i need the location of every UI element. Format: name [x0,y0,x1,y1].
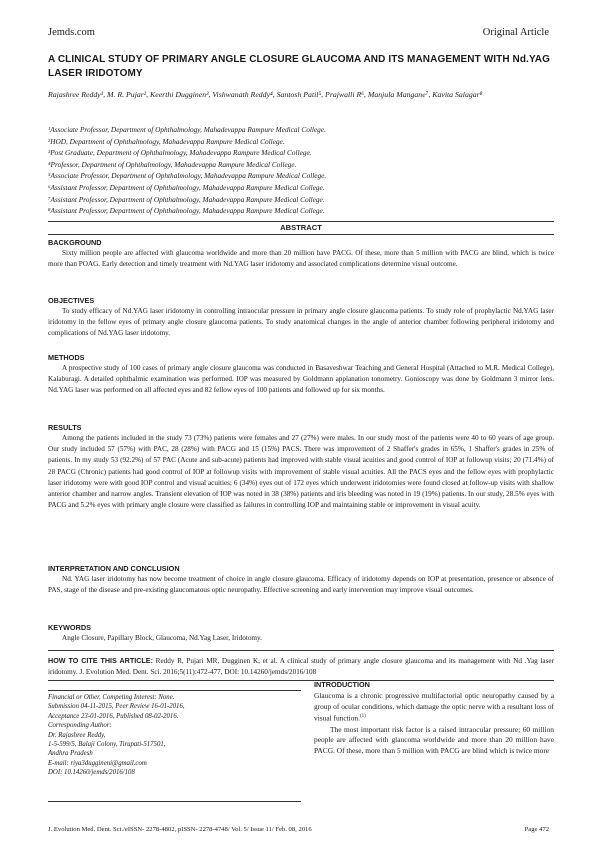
results-heading: RESULTS [48,423,82,432]
how-to-cite [48,650,554,681]
page-number: Page 472 [524,826,549,833]
corresponding-author-state: Andhra Pradesh [48,750,93,758]
affiliation-list [48,124,553,217]
journal-site: Jemds.com [48,27,95,38]
affiliation-item: ¹Associate Professor, Department of Ophthalmology, Mahadevappa Rampure Medical College. [48,125,326,134]
interpretation-heading: INTERPRETATION AND CONCLUSION [48,564,180,573]
submission-dates: Submission 04-11-2015, Peer Review 16-01-2016, [48,703,185,711]
interpretation-section [48,564,554,596]
objectives-heading: OBJECTIVES [48,296,95,305]
affiliation-item: ²HOD, Department of Ophthalmology, Mahadevappa Rampure Medical College. [48,136,285,146]
how-to-cite-label: HOW TO CITE THIS ARTICLE: [48,656,153,665]
article-title: A CLINICAL STUDY OF PRIMARY ANGLE CLOSURE GLAUCOMA AND ITS MANAGEMENT WITH Nd.YAG LASER IRIDOTOMY [48,54,550,79]
methods-text: A prospective study of 100 cases of primary angle closure glaucoma was conducted in Basaveshwar Teaching and General Hospital (Attached to M.R. Medical College), Kalaburagi. A detailed ophthalmic examination was performed. IOP was measured by Goldmann applanation tonometry. Gonioscopy was done by Goldmann 3 mirror lens. Nd.YAG laser was performed on all affected eyes and 82 fellow eyes of 100 patients and followed up for six months. [48,364,554,395]
methods-section [48,353,554,397]
results-section [48,423,554,511]
objectives-section [48,296,554,340]
footer-citation: J. Evolution Med. Dent. Sci./eISSN- 2278-4802, pISSN- 2278-4748/ Vol. 5/ Issue 11/ Feb. 08, 2016 [48,826,312,833]
corresponding-author-name: Dr. Rajashree Reddy, [48,731,106,739]
keywords-section [48,623,554,644]
introduction-paragraph-2: The most important risk factor is a raised intraocular pressure; 60 million people are affected with glaucoma worldwide and more than 20 million have PACG. Of these, more than 5 million with PACG are blind which is twice more [314,724,554,755]
results-text: Among the patients included in the study 73 (73%) patients were females and 27 (27%) were males. In our study most of the patients were 40 to 60 years of age group. Our study included 57 (57%) with PAC, 28 (28%) with PACG and 15 (15%) PACS. There was improvement of 2 Shaffer's grades in 65%, 1 Shaffer's grades in 25% of patients. In my study 53 (92.2%) of 57 PAC (Acute and sub-acute) patients had improved with stable visual acuities and good control of IOP at followup visits; 20 (71.4%) of 28 PACG (Chronic) patients had good control of IOP at followup visits with improvement of stable visual acuities. All the PACS eyes and the fellow eyes with prophylactic laser iridotomy were with good IOP control and visual acuities; 6 (34%) eyes out of 172 eyes which underwent iridotomies were found closed at follow-up visits with shallow anterior chamber and narrow angles. Transient elevation of IOP was noted in 38 (38%) patients and iris bleeding was noted in 19 (19%) patients. In our study, 28.5% eyes with PACG and 5.2% eyes with primary angle closure were classified as failures in controlling IOP and maintaining stable or improvement in visual acuity. [48,434,554,510]
abstract-heading: ABSTRACT [280,223,322,232]
background-section [48,238,554,270]
affiliation-item: ⁴Professor, Department of Ophthalmology, Mahadevappa Rampure Medical College. [48,159,297,169]
article-type: Original Article [482,27,549,38]
how-to-cite-text: Reddy R, Pujari MR, Dugginen K, et al. A clinical study of primary angle closure glaucoma and its management with Nd .Yag laser iridotomy. J. Evolution Med. Dent. Sci. 2016;5(11):472-477, DOI: 10.14260/jemds/2016/108 [48,657,554,676]
introduction-section [314,680,554,757]
introduction-text: Glaucoma is a chronic progressive multifactorial optic neuropathy caused by a group of ocular conditions, which damage the optic nerve with a resultant loss of visual function. [314,691,554,723]
affiliation-item: ³Post Graduate, Department of Ophthalmology, Mahadevappa Rampure Medical College. [48,148,312,158]
corresponding-author-email: E-mail: riya3duggineni@gmail.com [48,759,147,767]
affiliation-item: ⁶Assistant Professor, Department of Ophthalmology, Mahadevappa Rampure Medical College. [48,182,325,192]
reference-marker: (1) [359,714,366,720]
corresponding-author-label: Corresponding Author: [48,722,112,730]
background-text: Sixty million people are affected with glaucoma worldwide and more than 20 million have PACG. Of these, more than 5 million with PACG are blind, which is twice more than POAG. Early detection and timely treatment with Nd.YAG laser iridotomy and associated complications determine visual outcome. [48,249,554,269]
methods-heading: METHODS [48,353,85,362]
objectives-text: To study efficacy of Nd.YAG laser iridotomy in controlling intraocular pressure in primary angle closure glaucoma patients. To study role of prophylactic Nd.YAG laser iridotomy in the fellow eyes of primary angle closure glaucoma patients. To study anatomical changes in the angle of anterior chamber following peripheral iridotomy and complications of Nd.YAG laser iridotomy. [48,307,554,338]
acceptance-dates: Acceptance 23-01-2016, Published 08-02-2016. [48,712,179,720]
article-doi: DOI: 10.14260/jemds/2016/108 [48,769,135,777]
affiliation-item: ⁵Associate Professor, Department of Ophthalmology, Mahadevappa Rampure Medical College. [48,171,327,181]
author-list: Rajashree Reddy¹, M. R. Pujar², Keerthi Dugginen³, Vishwanath Reddy⁴, Santosh Patil⁵, Prajwalli R⁶, Manjula Mangane⁷, Kavita Salagar⁸ [48,90,483,99]
abstract-heading-bar [48,221,554,235]
interpretation-text: Nd. YAG laser iridotomy has now become treatment of choice in angle closure glaucoma. Efficacy of iridotomy depends on IOP at presentation, presence or absence of PAS, stage of the disease and pre-existing glaucomatous optic neuropathy. Effective screening and early intervention may improve visual outcomes. [48,575,554,595]
background-heading: BACKGROUND [48,238,102,247]
affiliation-item: ⁷Assistant Professor, Department of Ophthalmology, Mahadevappa Rampure Medical College. [48,194,325,204]
introduction-paragraph [314,691,554,725]
affiliation-item: ⁸Assistant Professor, Department of Ophthalmology, Mahadevappa Rampure Medical College. [48,206,325,216]
competing-interest: Financial or Other, Competing Interest: None. [48,694,175,701]
corresponding-author-address: 1-5-599/5, Balaji Colony, Tirupati-517501, [48,741,166,749]
keywords-heading: KEYWORDS [48,623,91,632]
article-info-box [48,690,301,802]
keywords-text: Angle Closure, Papillary Block, Glaucoma, Nd.Yag Laser, Iridotomy. [62,634,262,642]
introduction-heading: INTRODUCTION [314,680,370,689]
